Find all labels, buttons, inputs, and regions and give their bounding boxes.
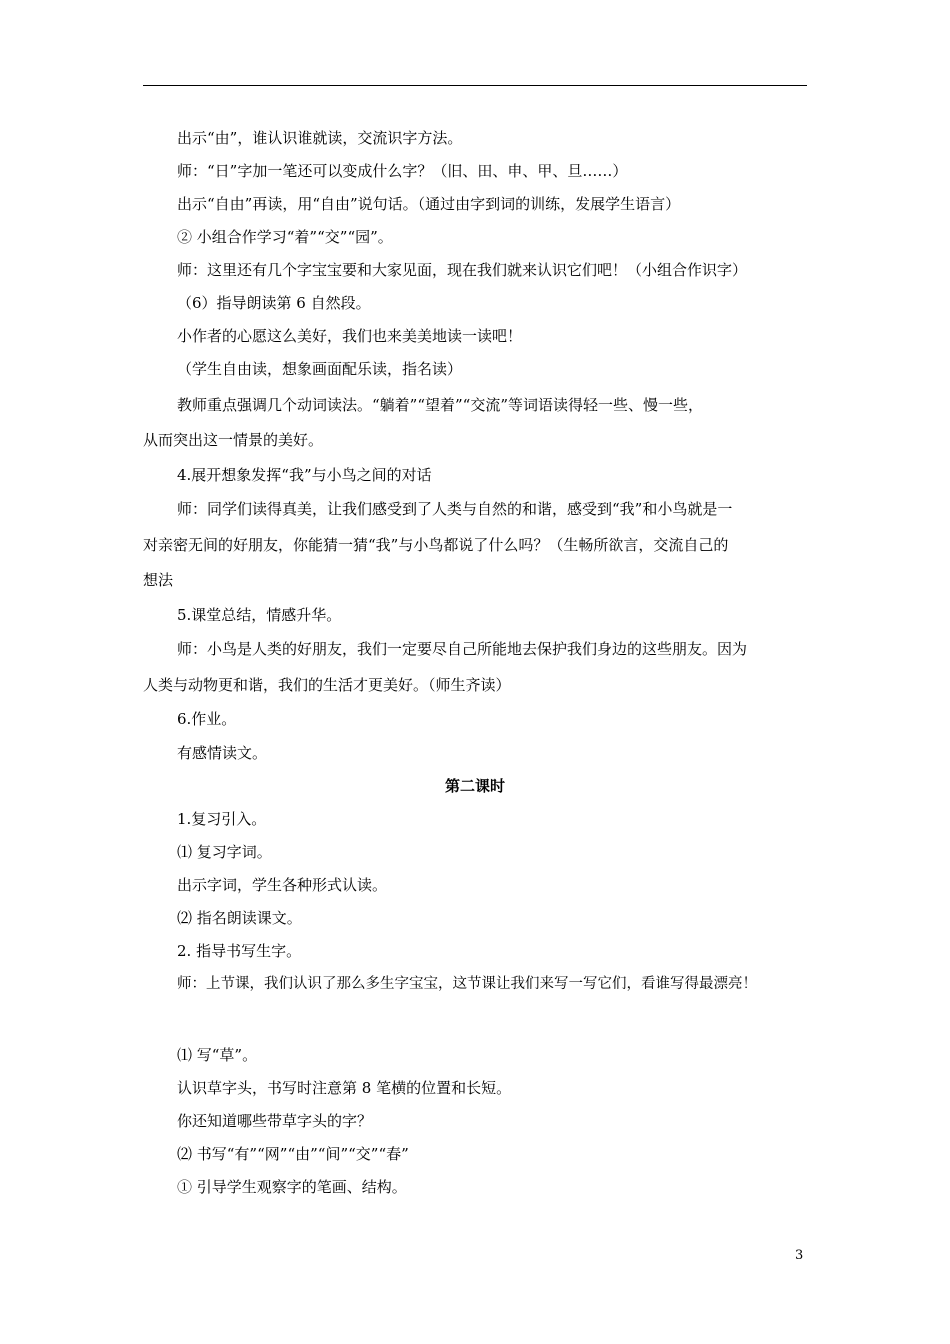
text-line: ② 小组合作学习“着”“交”“园”。 — [177, 228, 393, 246]
text-line: 出示“由”，谁认识谁就读，交流识字方法。 — [177, 129, 463, 147]
text-line: 你还知道哪些带草字头的字？ — [177, 1112, 373, 1130]
text-line: 2. 指导书写生字。 — [177, 942, 302, 960]
text-line: ⑵ 指名朗读课文。 — [177, 909, 302, 927]
text-line: 师：这里还有几个字宝宝要和大家见面，现在我们就来认识它们吧！（小组合作识字） — [177, 261, 748, 279]
text-line: 认识草字头，书写时注意第 8 笔横的位置和长短。 — [177, 1079, 512, 1097]
text-line: ⑵ 书写“有”“网”“由”“间”“交”“春” — [177, 1145, 409, 1163]
text-line: 人类与动物更和谐，我们的生活才更美好。（师生齐读） — [143, 676, 511, 694]
text-line: 想法 — [143, 571, 174, 589]
text-line: （6）指导朗读第 6 自然段。 — [177, 294, 371, 312]
text-line: 师：上节课，我们认识了那么多生字宝宝，这节课让我们来写一写它们，看谁写得最漂亮！ — [177, 976, 757, 992]
text-line: ⑴ 复习字词。 — [177, 843, 272, 861]
text-line: 对亲密无间的好朋友，你能猜一猜“我”与小鸟都说了什么吗？（生畅所欲言，交流自己的 — [143, 536, 729, 554]
text-line: ① 引导学生观察字的笔画、结构。 — [177, 1178, 407, 1196]
text-line: 小作者的心愿这么美好，我们也来美美地读一读吧！ — [177, 327, 523, 345]
text-line: ⑴ 写“草”。 — [177, 1046, 258, 1064]
text-line: 师：同学们读得真美，让我们感受到了人类与自然的和谐，感受到“我”和小鸟就是一 — [177, 500, 733, 518]
text-line: （学生自由读，想象画面配乐读，指名读） — [177, 360, 463, 378]
text-line: 出示字词，学生各种形式认读。 — [177, 876, 388, 894]
text-line: 4.展开想象发挥“我”与小鸟之间的对话 — [177, 466, 432, 484]
text-line: 师：小鸟是人类的好朋友，我们一定要尽自己所能地去保护我们身边的这些朋友。因为 — [177, 640, 748, 658]
text-line: 6.作业。 — [177, 710, 237, 728]
text-line: 从而突出这一情景的美好。 — [143, 431, 324, 449]
page-number: 3 — [795, 1248, 804, 1263]
text-line: 教师重点强调几个动词读法。“躺着”“望着”“交流”等词语读得轻一些、慢一些， — [177, 396, 704, 414]
text-line: 5.课堂总结，情感升华。 — [177, 606, 342, 624]
text-line: 1.复习引入。 — [177, 810, 267, 828]
section-heading: 第二课时 — [444, 777, 505, 795]
text-line: 出示“自由”再读，用“自由”说句话。（通过由字到词的训练，发展学生语言） — [177, 195, 681, 213]
header-rule — [143, 85, 807, 86]
text-line: 师：“日”字加一笔还可以变成什么字？（旧、田、申、甲、旦……） — [177, 162, 628, 180]
text-line: 有感情读文。 — [177, 744, 268, 762]
